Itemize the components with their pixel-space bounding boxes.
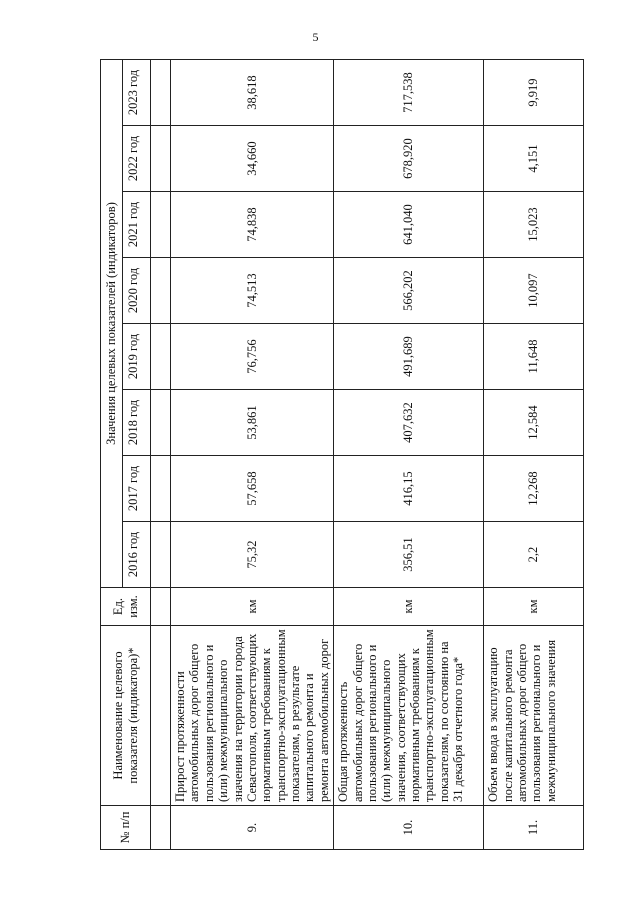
row-value: 53,861 xyxy=(171,390,334,456)
row-unit: км xyxy=(171,588,334,626)
row-value: 38,618 xyxy=(171,60,334,126)
page-number: 5 xyxy=(312,30,319,44)
row-value: 416,15 xyxy=(334,456,484,522)
row-value: 9,919 xyxy=(484,60,584,126)
row-value: 678,920 xyxy=(334,126,484,192)
row-value: 566,202 xyxy=(334,258,484,324)
header-year: 2021 год xyxy=(123,192,151,258)
row-value: 641,040 xyxy=(334,192,484,258)
row-unit: км xyxy=(484,588,584,626)
indicators-table xyxy=(100,59,584,850)
row-num: 9. xyxy=(171,806,334,850)
row-value: 74,513 xyxy=(171,258,334,324)
row-name: Прирост протяженности автомобильных дорог общего пользования регионального и (или) межмуниципального значения на территории города Севастополя, соответствующих нормативным требованиям к транспортно-эксплуатационным показателям, в результате капитального ремонта и ремонта автомобильных дорог xyxy=(171,626,334,806)
row-value: 356,51 xyxy=(334,522,484,588)
row-value: 76,756 xyxy=(171,324,334,390)
row-value: 2,2 xyxy=(484,522,584,588)
header-year: 2020 год xyxy=(123,258,151,324)
header-year: 2017 год xyxy=(123,456,151,522)
row-value: 4,151 xyxy=(484,126,584,192)
header-name: Наименование целевого показателя (индикатора)* xyxy=(101,626,151,806)
table-row xyxy=(171,60,334,850)
row-value: 491,689 xyxy=(334,324,484,390)
row-unit: км xyxy=(334,588,484,626)
row-value: 717,538 xyxy=(334,60,484,126)
row-value: 12,584 xyxy=(484,390,584,456)
table-row xyxy=(334,60,484,850)
header-values-group: Значения целевых показателей (индикаторов) xyxy=(101,60,123,588)
row-value: 75,32 xyxy=(171,522,334,588)
row-name: Объем ввода в эксплуатацию после капитального ремонта автомобильных дорог общего пользования регионального и межмуниципального значения xyxy=(484,626,584,806)
header-row-1 xyxy=(101,60,123,850)
row-value: 34,660 xyxy=(171,126,334,192)
row-value: 10,097 xyxy=(484,258,584,324)
row-value: 15,023 xyxy=(484,192,584,258)
table-row xyxy=(484,60,584,850)
header-year: 2019 год xyxy=(123,324,151,390)
row-value: 11,648 xyxy=(484,324,584,390)
header-num: № п/п xyxy=(101,806,151,850)
header-year: 2022 год xyxy=(123,126,151,192)
row-num: 11. xyxy=(484,806,584,850)
header-unit: Ед. изм. xyxy=(101,588,151,626)
header-year: 2018 год xyxy=(123,390,151,456)
rotated-table-wrapper xyxy=(100,60,580,850)
header-year: 2016 год xyxy=(123,522,151,588)
row-name: Общая протяженность автомобильных дорог общего пользования регионального и (или) межмуниципального значения, соответствующих нормативным требованиям к транспортно-эксплуатационным показателям, по состоянию на 31 декабря отчетного года* xyxy=(334,626,484,806)
row-value: 57,658 xyxy=(171,456,334,522)
row-num: 10. xyxy=(334,806,484,850)
column-index-row xyxy=(151,60,171,850)
header-year: 2023 год xyxy=(123,60,151,126)
row-value: 74,838 xyxy=(171,192,334,258)
row-value: 407,632 xyxy=(334,390,484,456)
row-value: 12,268 xyxy=(484,456,584,522)
